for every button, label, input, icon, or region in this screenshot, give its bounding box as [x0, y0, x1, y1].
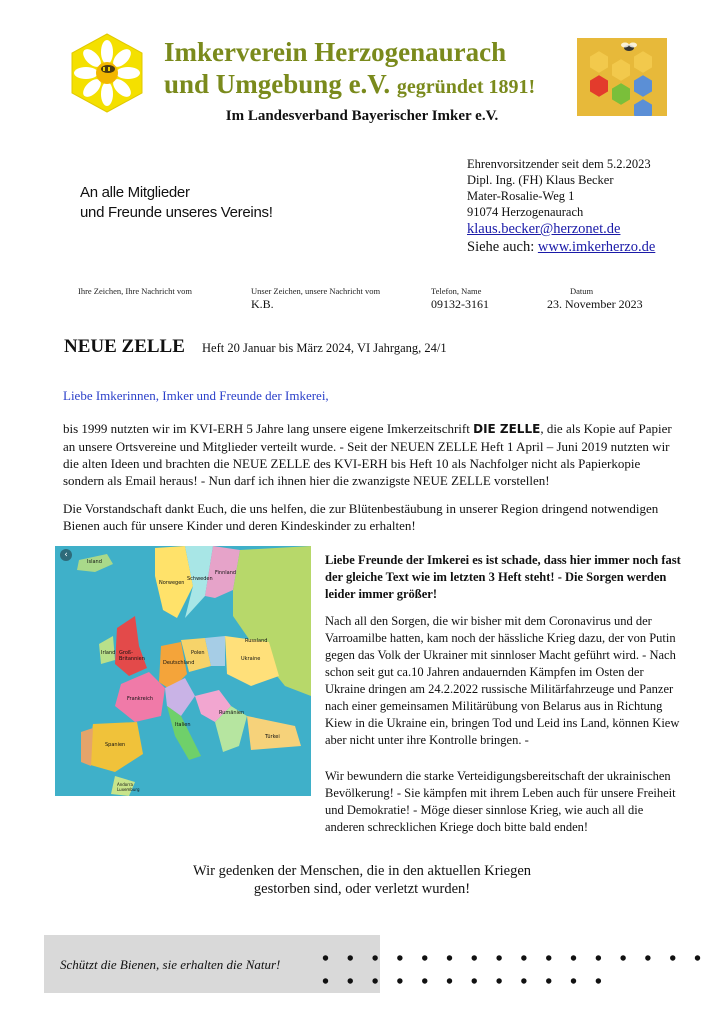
side-paragraph-2: Wir bewundern die starke Verteidigungsbereitschaft der ukrainischen Bevölkerung! - Sie kämpfen mit ihrem Leben auch für unsere Freiheit und Demokratie! - Möge dieser sinnlose Krieg, wie auch all die anderen schrecklichen Kriege doch bitte bald enden!: [325, 769, 676, 834]
our-ref-value: K.B.: [251, 297, 274, 311]
paragraph-2: Die Vorstandschaft dankt Euch, die uns helfen, die zur Blütenbestäubung in unserer Region dringend notwendigen Bienen auch für unsere Kinder und deren Kindeskinder zu erhalten!: [63, 501, 659, 533]
map-label-polen: Polen: [191, 650, 205, 656]
map-label-deutschland: Deutschland: [163, 660, 195, 666]
map-label-rumaenien: Rumänien: [219, 710, 245, 716]
europe-map-image: [55, 546, 311, 796]
map-label-island: Island: [87, 559, 102, 565]
map-label-ukraine: Ukraine: [241, 656, 261, 662]
die-zelle-mark: DIE ZELLE: [473, 422, 541, 436]
club-title-line1: Imkerverein Herzogenaurach: [164, 37, 507, 67]
map-label-schweden: Schweden: [187, 576, 213, 582]
map-label-spanien: Spanien: [105, 742, 126, 748]
map-label-irland: Irland: [101, 650, 116, 656]
sender-line1: Ehrenvorsitzender seit dem 5.2.2023: [467, 157, 651, 171]
map-label-frankreich: Frankreich: [127, 696, 154, 702]
map-label-russland: Russland: [245, 638, 268, 644]
footer-dots: • • • • • • • • • • • • • • • • • • • • • • • • • • • •: [322, 948, 708, 993]
club-logo: [68, 32, 146, 114]
greeting: Liebe Imkerinnen, Imker und Freunde der Imkerei,: [63, 388, 329, 403]
map-label-tuerkei: Türkei: [265, 734, 280, 740]
email-link[interactable]: klaus.becker@herzonet.de: [467, 221, 621, 237]
see-also-label: Siehe auch:: [467, 239, 535, 255]
map-label-gb: Groß-Britannien: [119, 650, 145, 662]
phone-label: Telefon, Name: [431, 286, 482, 296]
memorial-line2: gestorben sind, oder verletzt wurden!: [253, 881, 471, 897]
paragraph-1-a: bis 1999 nutzten wir im KVI-ERH 5 Jahre lang unsere eigene Imkerzeitschrift: [63, 421, 474, 436]
map-label-italien: Italien: [175, 722, 191, 728]
association-line: Im Landesverband Bayerischer Imker e.V.: [225, 108, 499, 124]
recipient-line2: und Freunde unseres Vereins!: [80, 204, 273, 221]
our-ref-label: Unser Zeichen, unsere Nachricht vom: [251, 286, 381, 296]
memorial-line1: Wir gedenken der Menschen, die in den aktuellen Kriegen: [192, 863, 532, 879]
sender-line4: 91074 Herzogenaurach: [467, 205, 584, 219]
your-ref-label: Ihre Zeichen, Ihre Nachricht vom: [78, 286, 192, 296]
date-value: 23. November 2023: [547, 297, 643, 311]
map-label-norwegen: Norwegen: [159, 580, 185, 586]
sender-line2: Dipl. Ing. (FH) Klaus Becker: [467, 173, 614, 187]
map-legend: Andorra Luxemburg: [117, 782, 140, 792]
issue-subtitle: Heft 20 Januar bis März 2024, VI Jahrgang, 24/1: [202, 341, 447, 355]
map-back-icon[interactable]: ‹: [60, 549, 72, 561]
sender-block: [467, 156, 655, 256]
club-title-line2: und Umgebung e.V.: [164, 69, 391, 99]
paragraph-1: [63, 420, 673, 489]
side-paragraph-1: Nach all den Sorgen, die wir bisher mit dem Coronavirus und der Varroamilbe hatten, kam noch der hässliche Krieg dazu, der von Putin gegen das Volk der Ukrainer mit sinnloser Macht geführt wird. - Nach schon seit gut ca.10 Jahren andauernden Kämpfen im Osten der Ukraine dringen am 24.2.2022 russische Militärfahrzeuge und Panzer nach einer gemeinsamen Militärübung von Belarus aus in Richtung Kiew in die Ukraine ein, bringen Tod und Leid ins Land, können Kiew aber nicht unter ihre Kontrolle bringen. -: [325, 614, 680, 747]
footer-slogan: Schützt die Bienen, sie erhalten die Natur!: [60, 957, 281, 972]
side-headline: Liebe Freunde der Imkerei es ist schade, dass hier immer noch fast der gleiche Text wie im letzten 3 Heft steht! - Die Sorgen werden leider immer größer!: [325, 553, 681, 601]
issue-title: NEUE ZELLE: [64, 336, 185, 357]
phone-value: 09132-3161: [431, 297, 489, 311]
memorial-text: [0, 862, 724, 898]
date-label: Datum: [570, 286, 594, 296]
website-link[interactable]: www.imkerherzo.de: [537, 239, 656, 255]
club-title: [164, 36, 535, 103]
sender-line3: Mater-Rosalie-Weg 1: [467, 189, 575, 203]
founded-text: gegründet 1891!: [396, 76, 536, 98]
recipient-line1: An alle Mitglieder: [80, 184, 190, 201]
recipient-block: [80, 183, 273, 223]
honeycomb-logo: [577, 38, 667, 116]
paragraph-1-b: , die als Kopie auf Papier an unsere Ortsvereine und Mitglieder verteilt wurde. - Seit der NEUEN ZELLE Heft 1 April – Juni 2019 nutzten wir die alten Ideen und brachten die NEUE ZELLE des KVI-ERH bis Heft 10 als Nachfolger nicht als Papierkopie sondern als Email heraus! - Nun darf ich ihnen hier die zwanzigste NEUE ZELLE vorstellen!: [63, 421, 672, 488]
map-label-finnland: Finnland: [215, 570, 237, 576]
